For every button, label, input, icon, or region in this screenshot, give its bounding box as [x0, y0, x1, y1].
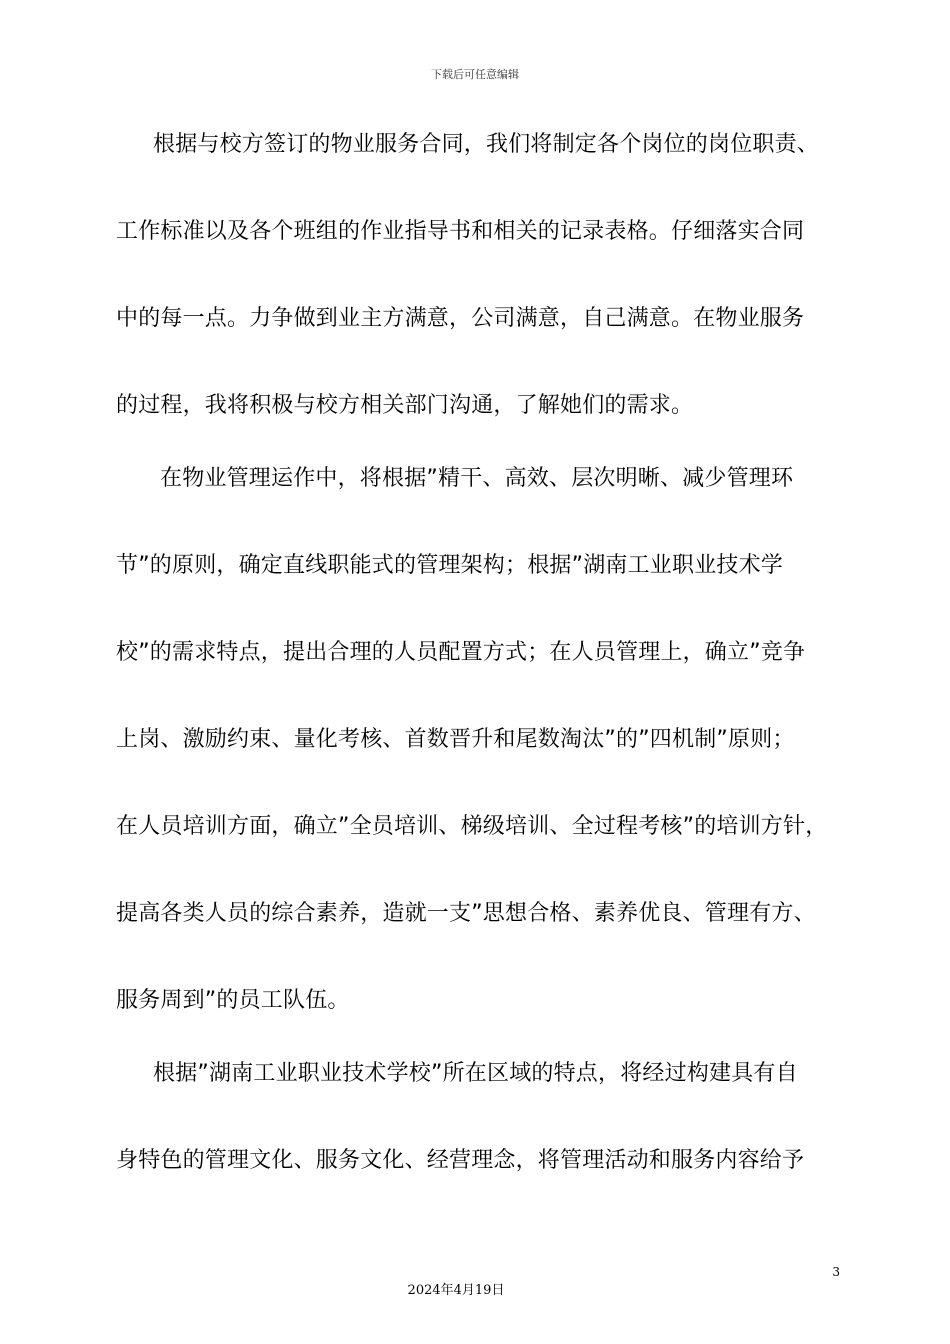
paragraph-line: 上岗、激励约束、量化考核、首数晋升和尾数淘汰”的”四机制”原则； [116, 727, 795, 752]
paragraph-line: 服务周到”的员工队伍。 [116, 988, 350, 1013]
paragraph-line: 根据”湖南工业职业技术学校”所在区域的特点，将经过构建具有自 [153, 1061, 798, 1086]
paragraph-line: 身特色的管理文化、服务文化、经营理念，将管理活动和服务内容给予 [116, 1148, 805, 1173]
paragraph-line: 根据与校方签订的物业服务合同，我们将制定各个岗位的岗位职责、 [153, 132, 820, 157]
header-note: 下载后可任意编辑 [431, 68, 519, 81]
paragraph-line: 中的每一点。力争做到业主方满意，公司满意，自己满意。在物业服务 [116, 306, 805, 331]
paragraph-line: 提高各类人员的综合素养，造就一支”思想合格、素养优良、管理有方、 [116, 901, 816, 926]
paragraph-line: 工作标准以及各个班组的作业指导书和相关的记录表格。仔细落实合同 [116, 219, 805, 244]
paragraph-line: 节”的原则，确定直线职能式的管理架构；根据”湖南工业职业技术学 [116, 553, 783, 578]
paragraph-line: 在物业管理运作中，将根据”精干、高效、层次明晰、减少管理环 [160, 466, 794, 491]
footer-date: 2024年4月19日 [407, 1283, 505, 1298]
paragraph-line: 校”的需求特点，提出合理的人员配置方式；在人员管理上，确立”竞争 [116, 640, 806, 665]
paragraph-line: 的过程，我将积极与校方相关部门沟通，了解她们的需求。 [116, 393, 694, 418]
paragraph-line: 在人员培训方面，确立”全员培训、梯级培训、全过程考核”的培训方针， [116, 814, 828, 839]
page-number: 3 [832, 1265, 840, 1279]
